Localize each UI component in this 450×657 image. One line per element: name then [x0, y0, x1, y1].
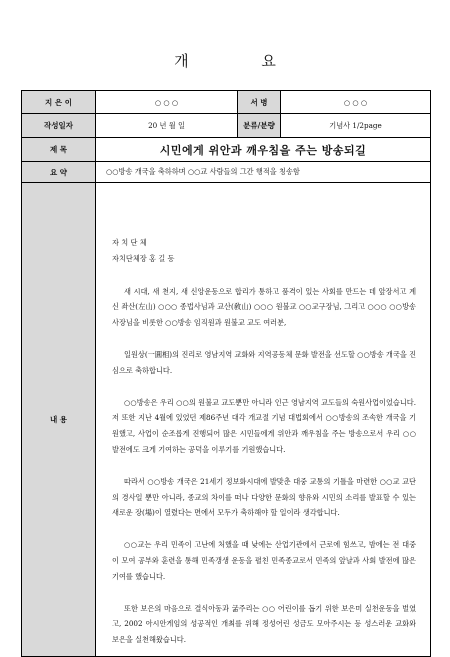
calligrapher-value: ○ ○ ○: [281, 91, 431, 114]
content-label: 내 용: [22, 183, 96, 657]
author-label: 지 은 이: [22, 91, 96, 114]
paragraph: 새 시대, 새 천지, 새 신앙운동으로 합리가 통하고 품격이 있는 사회를 만드는 데 앞장서고 계신 좌산(左山) ○○○ 종법사님과 교산(敎山) ○○○ 원불교 ○○교구장님, 그리고 ○○○ ○○방송 사장님을 비롯한 ○○방송 임직원과 원불교 교도 여러분,: [112, 286, 417, 328]
greeting-line-2: 자치단체장 홍 길 동: [112, 253, 175, 263]
subject-value: 시민에게 위안과 깨우침을 주는 방송되길: [96, 138, 431, 162]
page-title: 개 요: [174, 52, 310, 70]
paragraph: 일원상(一圓相)의 진리로 영남지역 교화와 지역공동체 문화 발전을 선도할 ○○방송 개국을 진심으로 축하합니다.: [112, 349, 417, 375]
paragraph: 따라서 ○○방송 개국은 21세기 정보화시대에 발맞춘 대중 교통의 기틀을 마련한 ○○교 교단의 경사일 뿐만 아니라, 종교의 차이를 떠나 다양한 문화의 향유와 시민의 소리를 발표할 수 있는 새로운 장(場)이 열렸다는 면에서 모두가 축하해야 할 일이라 생각합니다.: [112, 476, 417, 518]
content-body: [96, 183, 431, 657]
subject-label: 제 목: [22, 138, 96, 162]
calligrapher-label: 서 병: [238, 91, 281, 114]
greeting-line-1: 자 치 단 체: [112, 238, 147, 247]
paragraph: ○○교는 우리 민족이 고난에 처했을 때 낮에는 산업기관에서 근로에 힘쓰고, 밤에는 전 대중이 모여 공부와 훈련을 통해 민족갱생 운동을 펼친 민족종교로서 민족의 앞날과 사회 발전에 많은 기여를 했습니다.: [112, 540, 417, 581]
paragraph: 또한 보은의 마음으로 결식아동과 굶주리는 ○○ 어린이를 돕기 위한 보은미 실천운동을 벌였고, 2002 아시안게임의 성공적인 개최를 위해 정성어린 성금도 모아주시는 등 성스러운 교화와 보은을 실천해왔습니다.: [112, 603, 417, 645]
date-label: 작성일자: [22, 114, 96, 138]
summary-label: 요 약: [22, 162, 96, 183]
date-value: 20 년 월 일: [96, 114, 238, 138]
author-value: ○ ○ ○: [96, 91, 238, 114]
summary-table: [21, 90, 431, 657]
summary-value: ○○방송 개국을 축하하며 ○○교 사람들의 그간 행적을 칭송함: [96, 162, 431, 183]
category-value: 기념사 1/2page: [281, 114, 431, 138]
category-label: 분류/분량: [238, 114, 281, 138]
paragraph: ○○방송은 우리 ○○의 원불교 교도뿐만 아니라 인근 영남지역 교도들의 숙원사업이었습니다. 저 또한 지난 4월에 있었던 제86주년 대각 개교절 기념 대법회에서 ○○방송의 조속한 개국을 기원했고, 사업이 순조롭게 진행되어 많은 시민들에게 위안과 깨우침을 주는 방송으로서 우리 ○○ 발전에도 크게 기여하는 공덕을 이루기를 기원했습니다.: [112, 397, 417, 454]
